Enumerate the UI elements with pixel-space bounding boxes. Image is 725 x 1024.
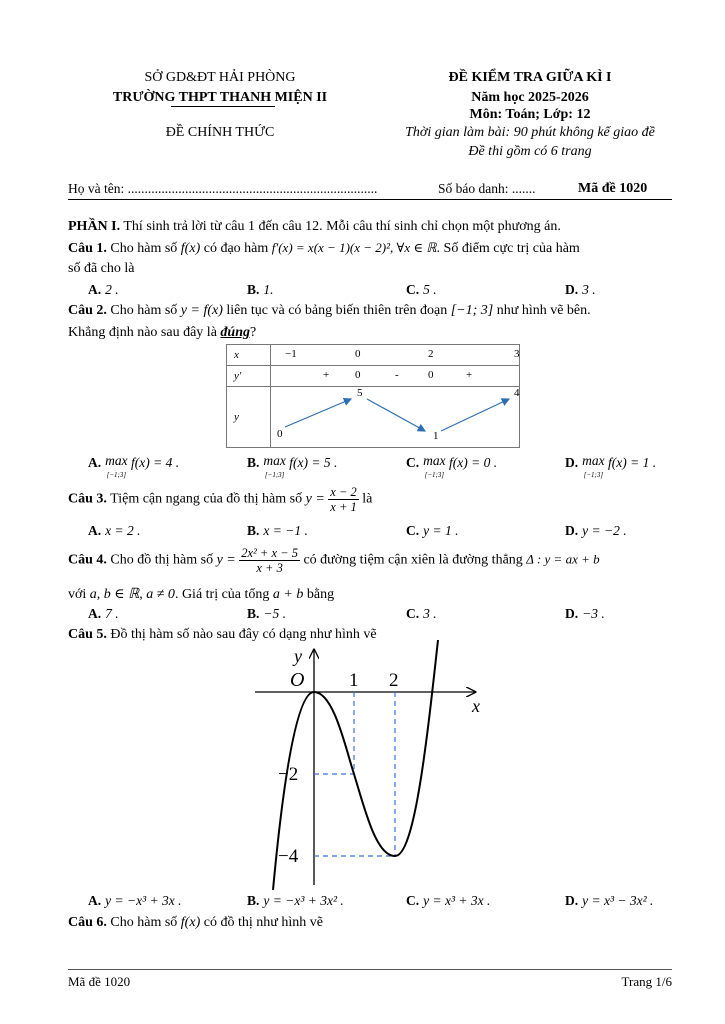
q3-option-d[interactable]: D. y = −2 .	[565, 523, 627, 538]
q4-fraction: $\frac{\text{2x² + x − 5}}{x + 3}$	[241, 546, 298, 575]
question-1	[68, 240, 580, 257]
question-3: Câu 3. Tiệm cận ngang của đồ thị hàm số y = $\frac{x - 2}{x + 1}$ là	[68, 485, 373, 514]
time-allowed: Thời gian làm bài: 90 phút không kể giao đề	[405, 125, 655, 140]
vt-sign0: +	[323, 369, 330, 381]
q2-text: Cho hàm số	[110, 303, 178, 318]
q2-line2: Khẳng định nào sau đây là đúng?	[68, 325, 257, 340]
q1-text-b: có đạo hàm	[203, 241, 269, 256]
q2-interval: [−1; 3]	[450, 303, 494, 318]
q6-function: f(x)	[180, 915, 201, 930]
q5-option-a[interactable]: A. y = −x³ + 3x .	[88, 893, 182, 908]
exam-code: Mã đề 1020	[578, 181, 648, 196]
footer-page: Trang 1/6	[621, 974, 672, 989]
section-instruction: Thí sinh trả lời từ câu 1 đến câu 12. Mỗi câu thí sinh chỉ chọn một phương án.	[123, 219, 561, 234]
q2-option-c[interactable]: C. max [−1;3] f(x) = 0 .	[406, 453, 498, 479]
q5-ytick-4: −4	[278, 846, 299, 867]
school-year: Năm học 2025-2026	[471, 90, 589, 105]
q1-option-c[interactable]: C. 5 .	[406, 282, 437, 297]
question-2	[68, 303, 591, 319]
q4-condition: a, b ∈ ℝ, a ≠ 0	[89, 587, 175, 602]
q1-text-c: . Số điểm cực trị của hàm	[436, 241, 580, 256]
q2-text-b: liên tục và có bảng biến thiên trên đoạn	[226, 303, 448, 318]
vt-y2: 1	[433, 430, 439, 442]
sbd-field: Số báo danh: .......	[438, 181, 536, 196]
page-count: Đề thi gồm có 6 trang	[468, 144, 592, 159]
q4-label: Câu 4.	[68, 552, 107, 568]
q2-option-a[interactable]: A. max [−1;3] f(x) = 4 .	[88, 453, 180, 479]
q1-option-a[interactable]: A. 2 .	[88, 282, 119, 297]
official-label: ĐỀ CHÍNH THỨC	[165, 125, 275, 140]
vt-x1: 0	[355, 348, 361, 360]
vt-yp-label: y′	[227, 366, 271, 387]
q5-origin: O	[290, 669, 305, 691]
q1-text: Cho hàm số	[110, 241, 178, 256]
vt-x3: 3	[514, 348, 520, 360]
question-4: Câu 4. Cho đồ thị hàm số y = $\frac{\text{2x² + x − 5}}{x + 3}$ có đường tiệm cận xiên là đường thẳng Δ : y = ax + b	[68, 546, 600, 575]
q3-text: Tiệm cận ngang của đồ thị hàm số	[110, 491, 303, 507]
q2-emphasis: đúng	[220, 325, 250, 340]
q4-option-b[interactable]: B. −5 .	[247, 606, 287, 621]
q5-tick-1: 1	[349, 670, 359, 691]
q3-fraction: $\frac{x - 2}{x + 1}$	[330, 485, 357, 514]
vt-sign3: 0	[428, 369, 434, 381]
section-title: PHẦN I.	[68, 219, 121, 234]
q4-option-d[interactable]: D. −3 .	[565, 606, 605, 621]
vt-x-row	[271, 345, 520, 366]
vt-sign4: +	[466, 369, 473, 381]
q5-tick-2: 2	[389, 670, 399, 691]
q5-option-d[interactable]: D. y = x³ − 3x² .	[565, 893, 654, 908]
vt-sign2: -	[395, 369, 399, 381]
footer-code: Mã đề 1020	[68, 974, 131, 989]
variation-table	[226, 344, 520, 448]
vt-arrows	[271, 387, 529, 447]
q6-label: Câu 6.	[68, 915, 107, 930]
q5-option-b[interactable]: B. y = −x³ + 3x² .	[247, 893, 344, 908]
q5-label: Câu 5.	[68, 627, 107, 642]
q4-asymptote: Δ : y = ax + b	[526, 551, 600, 567]
vt-arrow-down	[367, 399, 425, 431]
q1-function: f(x)	[180, 241, 201, 256]
q3-option-a[interactable]: A. x = 2 .	[88, 523, 141, 538]
vt-arrow-up-1	[285, 399, 351, 427]
q1-text-d: số đã cho là	[68, 261, 135, 276]
q2-option-d[interactable]: D. max [−1;3] f(x) = 1 .	[565, 453, 657, 479]
section-heading	[68, 219, 561, 235]
vt-y3: 4	[514, 387, 520, 399]
q4-option-c[interactable]: C. 3 .	[406, 606, 437, 621]
q5-option-c[interactable]: C. y = x³ + 3x .	[406, 893, 491, 908]
school-underline	[171, 106, 275, 107]
vt-x2: 2	[428, 348, 434, 360]
q5-ytick-2: −2	[278, 764, 299, 785]
subject-grade: Môn: Toán; Lớp: 12	[469, 107, 591, 122]
q1-option-b[interactable]: B. 1.	[247, 282, 274, 297]
header-divider	[68, 199, 672, 200]
footer-divider	[68, 969, 672, 970]
q1-label: Câu 1.	[68, 241, 107, 256]
q5-y-label: y	[294, 646, 302, 666]
vt-y0: 0	[277, 428, 283, 440]
q1-derivative: f′(x) = x(x − 1)(x − 2)², ∀x ∈ ℝ	[271, 240, 437, 255]
q5-graph	[250, 640, 490, 890]
question-6: Câu 6. Cho hàm số f(x) có đồ thị như hình vẽ	[68, 915, 323, 930]
vt-sign1: 0	[355, 369, 361, 381]
name-field: Họ và tên: ..........................................................................	[68, 181, 378, 196]
q3-option-c[interactable]: C. y = 1 .	[406, 523, 459, 538]
exam-title: ĐỀ KIỂM TRA GIỮA KÌ I	[448, 70, 612, 85]
q4-option-a[interactable]: A. 7 .	[88, 606, 119, 621]
q5-x-label: x	[472, 696, 480, 716]
q1-option-d[interactable]: D. 3 .	[565, 282, 596, 297]
vt-y-label: y	[227, 387, 271, 448]
vt-x0: −1	[285, 348, 297, 360]
q3-label: Câu 3.	[68, 491, 107, 507]
q4-line2: với a, b ∈ ℝ, a ≠ 0. Giá trị của tổng a + b bằng	[68, 587, 335, 602]
vt-arrow-up-2	[441, 399, 509, 431]
q2-label: Câu 2.	[68, 303, 107, 318]
q2-text-c: như hình vẽ bên.	[496, 303, 591, 318]
vt-yp-row	[271, 366, 520, 387]
school-name: TRƯỜNG THPT THANH MIỆN II	[112, 90, 328, 105]
vt-x-label: x	[227, 345, 271, 366]
department-name: SỞ GD&ĐT HẢI PHÒNG	[144, 70, 296, 85]
q2-option-b[interactable]: B. max [−1;3] f(x) = 5 .	[247, 453, 338, 479]
vt-y1: 5	[357, 387, 363, 399]
question-5: Câu 5. Đồ thị hàm số nào sau đây có dạng như hình vẽ	[68, 627, 377, 642]
vt-y-row	[271, 387, 520, 448]
q3-option-b[interactable]: B. x = −1 .	[247, 523, 308, 538]
q2-function: y = f(x)	[180, 303, 223, 318]
